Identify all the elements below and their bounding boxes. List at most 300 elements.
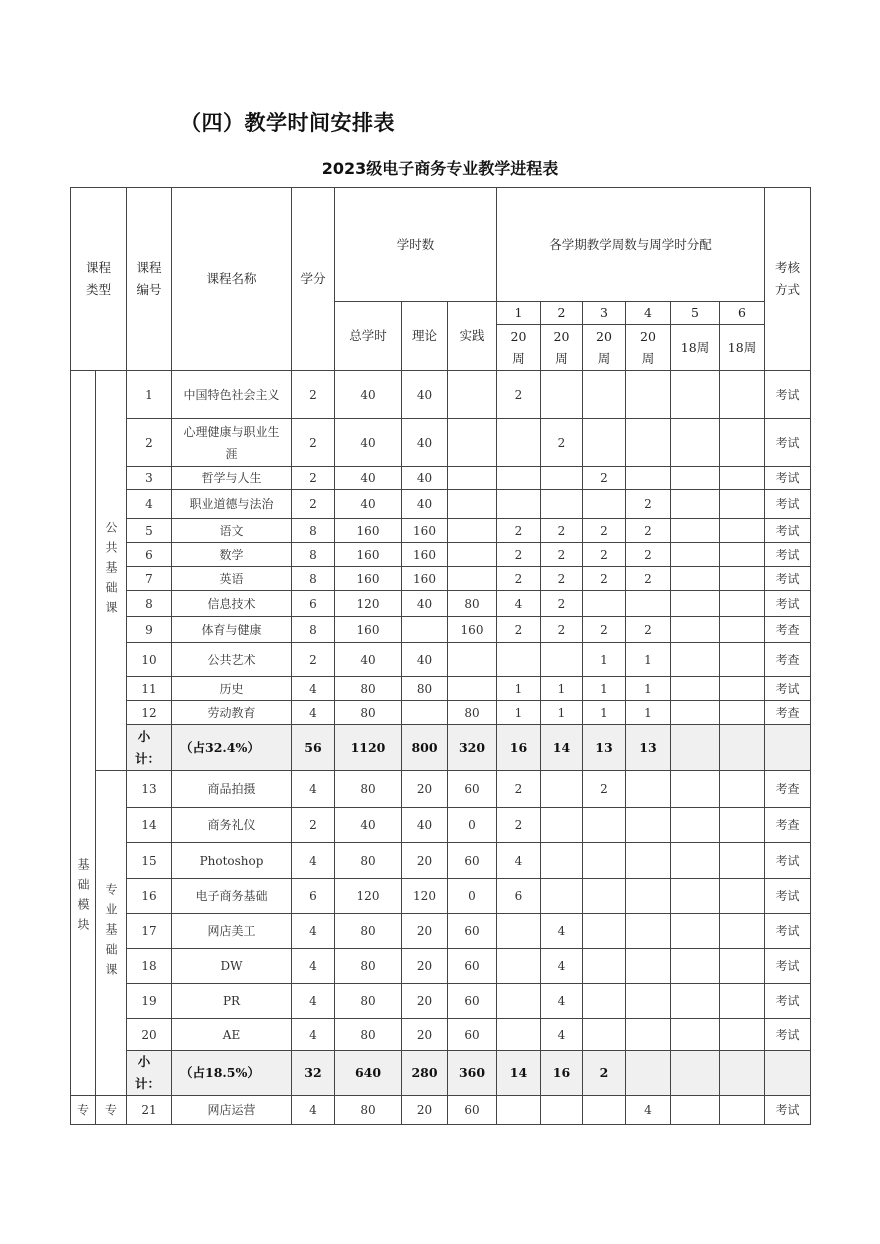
semester-1-weekly-hours: [496, 518, 541, 543]
course-no: [126, 983, 172, 1019]
assessment-method: [764, 700, 811, 725]
semester-1-weekly-hours: [496, 1050, 541, 1096]
semester-4-weekly-hours: [625, 370, 671, 419]
subtotal-share-text: （占18.5%）: [180, 1065, 260, 1080]
course-name: [171, 878, 292, 914]
semester-2-weekly-hours: [540, 590, 583, 617]
assessment-method: [764, 489, 811, 519]
semester-3-weekly-hours: [582, 590, 626, 617]
total-hours-text: 40: [360, 497, 376, 511]
theory-hours: [401, 770, 448, 808]
semester-3-weekly-hours-text: 13: [595, 739, 613, 755]
group-prof-partial: [95, 1095, 127, 1125]
practice-hours: [447, 724, 497, 771]
semester-5-weekly-hours: [670, 566, 720, 591]
theory-hours-text: 40: [416, 596, 433, 611]
theory-hours: [401, 676, 448, 701]
practice-hours: [447, 642, 497, 677]
semester-3-weekly-hours: [582, 542, 626, 567]
semester-3-weekly-hours: [582, 948, 626, 984]
practice-hours: [447, 566, 497, 591]
semester-2-weekly-hours: [540, 700, 583, 725]
group-professional-basic-text: 专业基础课: [104, 883, 118, 983]
assessment-method: [764, 807, 811, 843]
assessment-method: [764, 878, 811, 914]
total-hours-text: 160: [356, 523, 380, 538]
semester-4-weekly-hours-text: 2: [644, 571, 652, 586]
assessment-method-text: 考查: [775, 782, 800, 796]
theory-hours: [401, 418, 448, 467]
course-no: [126, 842, 172, 879]
semester-5-weekly-hours: [670, 370, 720, 419]
theory-hours-text: 40: [416, 387, 433, 402]
header-semester-3-weeks: [582, 324, 626, 371]
header-semester-2-no-text: 2: [557, 305, 566, 320]
course-no-text: 2: [145, 435, 153, 450]
semester-4-weekly-hours-text: 2: [644, 497, 652, 511]
theory-hours: [401, 700, 448, 725]
theory-hours: [401, 913, 448, 949]
header-semester-5-weeks-text: 18周: [680, 339, 710, 355]
semester-4-weekly-hours-text: 1: [644, 652, 652, 667]
practice-hours-text: 60: [464, 853, 480, 868]
semester-1-weekly-hours-text: 2: [514, 547, 523, 562]
credits: [291, 542, 335, 567]
header-semester-group-text: 各学期教学周数与周学时分配: [549, 236, 712, 252]
theory-hours: [401, 1050, 448, 1096]
semester-2-weekly-hours-text: 4: [557, 994, 566, 1008]
total-hours: [334, 616, 402, 643]
course-no-text: 3: [145, 471, 153, 485]
assessment-method-text: 考试: [775, 596, 800, 611]
total-hours-text: 120: [356, 889, 380, 903]
credits-text: 2: [309, 818, 317, 832]
semester-1-weekly-hours: [496, 370, 541, 419]
semester-4-weekly-hours-text: 2: [644, 523, 652, 538]
credits-text: 4: [309, 959, 317, 973]
group-prof-module-partial-text: 专: [76, 1103, 89, 1117]
semester-1-weekly-hours: [496, 489, 541, 519]
semester-4-weekly-hours: [625, 700, 671, 725]
theory-hours-text: 40: [416, 818, 433, 832]
semester-6-weekly-hours: [719, 1050, 765, 1096]
course-name: [171, 807, 292, 843]
total-hours: [334, 676, 402, 701]
header-hours-group: [334, 187, 497, 302]
theory-hours-text: 40: [416, 497, 433, 511]
semester-4-weekly-hours: [625, 878, 671, 914]
course-name-text: 哲学与人生: [201, 471, 262, 485]
theory-hours-text: 280: [411, 1065, 438, 1080]
total-hours-text: 1120: [350, 739, 386, 755]
header-semester-2-weeks: [540, 324, 583, 371]
practice-hours: [447, 518, 497, 543]
practice-hours-text: 160: [460, 622, 484, 637]
semester-2-weekly-hours-text: 2: [557, 435, 566, 450]
assessment-method-text: 考试: [775, 1027, 800, 1042]
total-hours-text: 40: [360, 387, 376, 402]
semester-2-weekly-hours-text: 2: [557, 596, 566, 611]
header-semester-1-weeks-text: 20周: [510, 328, 527, 366]
total-hours-text: 80: [360, 782, 376, 796]
credits-text: 4: [309, 782, 317, 796]
total-hours-text: 80: [360, 994, 376, 1008]
semester-4-weekly-hours: [625, 642, 671, 677]
semester-2-weekly-hours: [540, 1095, 583, 1125]
semester-3-weekly-hours-text: 2: [599, 1065, 609, 1080]
semester-3-weekly-hours: [582, 466, 626, 490]
course-no: [126, 370, 172, 419]
theory-hours-text: 20: [416, 959, 433, 973]
credits: [291, 370, 335, 419]
semester-2-weekly-hours: [540, 566, 583, 591]
header-course-no: [126, 187, 172, 371]
semester-4-weekly-hours: [625, 1018, 671, 1051]
course-no-text: 4: [145, 497, 153, 511]
theory-hours-text: 160: [413, 547, 436, 562]
semester-1-weekly-hours: [496, 913, 541, 949]
semester-5-weekly-hours: [670, 418, 720, 467]
assessment-method-text: 考试: [775, 681, 800, 696]
theory-hours: [401, 590, 448, 617]
semester-6-weekly-hours: [719, 590, 765, 617]
header-semester-6-no: [719, 301, 765, 325]
semester-2-weekly-hours: [540, 1018, 583, 1051]
total-hours: [334, 878, 402, 914]
header-semester-1-weeks: [496, 324, 541, 371]
header-semester-group: [496, 187, 765, 302]
practice-hours: [447, 807, 497, 843]
theory-hours-text: 800: [411, 739, 438, 755]
course-no: [126, 489, 172, 519]
header-semester-2-weeks-text: 20周: [553, 328, 570, 366]
group-prof-partial-text: 专: [104, 1103, 117, 1117]
semester-2-weekly-hours: [540, 642, 583, 677]
credits-text: 32: [304, 1065, 322, 1080]
header-practice-text: 实践: [459, 328, 485, 343]
semester-6-weekly-hours: [719, 642, 765, 677]
semester-4-weekly-hours: [625, 676, 671, 701]
course-no-text: 17: [141, 924, 157, 938]
credits-text: 4: [309, 994, 317, 1008]
semester-5-weekly-hours: [670, 913, 720, 949]
credits-text: 6: [309, 596, 317, 611]
course-no: [126, 1018, 172, 1051]
semester-5-weekly-hours: [670, 807, 720, 843]
semester-6-weekly-hours: [719, 542, 765, 567]
total-hours: [334, 418, 402, 467]
theory-hours: [401, 566, 448, 591]
course-name-text: 劳动教育: [207, 705, 256, 720]
credits: [291, 700, 335, 725]
course-no: [126, 700, 172, 725]
practice-hours: [447, 878, 497, 914]
course-no-text: 19: [141, 994, 157, 1008]
assessment-method: [764, 642, 811, 677]
assessment-method: [764, 418, 811, 467]
semester-5-weekly-hours: [670, 642, 720, 677]
semester-3-weekly-hours-text: 2: [600, 547, 608, 562]
assessment-method: [764, 518, 811, 543]
semester-3-weekly-hours-text: 1: [600, 652, 608, 667]
course-no: [126, 878, 172, 914]
semester-6-weekly-hours: [719, 1095, 765, 1125]
semester-4-weekly-hours-text: 4: [644, 1103, 652, 1117]
header-assessment: [764, 187, 811, 371]
course-no: [126, 642, 172, 677]
semester-6-weekly-hours: [719, 700, 765, 725]
assessment-method: [764, 1050, 811, 1096]
semester-6-weekly-hours: [719, 724, 765, 771]
group-public-basic: [95, 370, 127, 771]
assessment-method: [764, 370, 811, 419]
semester-2-weekly-hours-text: 14: [552, 739, 571, 755]
semester-2-weekly-hours: [540, 878, 583, 914]
practice-hours-text: 60: [464, 994, 480, 1008]
assessment-method: [764, 770, 811, 808]
credits: [291, 489, 335, 519]
header-semester-4-weeks-text: 20周: [640, 328, 656, 366]
course-no-text: 12: [141, 705, 157, 720]
semester-5-weekly-hours: [670, 489, 720, 519]
credits-text: 2: [309, 435, 317, 450]
semester-2-weekly-hours: [540, 370, 583, 419]
semester-2-weekly-hours: [540, 770, 583, 808]
semester-6-weekly-hours: [719, 676, 765, 701]
assessment-method: [764, 842, 811, 879]
course-no-text: 20: [141, 1027, 157, 1042]
credits-text: 56: [304, 739, 322, 755]
credits: [291, 418, 335, 467]
semester-2-weekly-hours: [540, 466, 583, 490]
practice-hours: [447, 676, 497, 701]
total-hours-text: 80: [360, 705, 376, 720]
semester-1-weekly-hours-text: 4: [514, 596, 523, 611]
assessment-method-text: 考试: [775, 889, 800, 903]
practice-hours-text: 60: [464, 1027, 480, 1042]
course-name-text: PR: [222, 994, 241, 1008]
course-name-text: 网店运营: [207, 1103, 256, 1117]
semester-4-weekly-hours: [625, 1095, 671, 1125]
semester-3-weekly-hours: [582, 1050, 626, 1096]
assessment-method: [764, 542, 811, 567]
assessment-method: [764, 616, 811, 643]
credits: [291, 590, 335, 617]
semester-1-weekly-hours: [496, 770, 541, 808]
semester-3-weekly-hours-text: 2: [600, 523, 608, 538]
header-semester-3-no: [582, 301, 626, 325]
practice-hours: [447, 590, 497, 617]
course-no: [126, 770, 172, 808]
course-name: [171, 642, 292, 677]
semester-2-weekly-hours: [540, 616, 583, 643]
assessment-method-text: 考查: [775, 652, 800, 667]
theory-hours: [401, 642, 448, 677]
credits: [291, 518, 335, 543]
semester-4-weekly-hours: [625, 418, 671, 467]
semester-6-weekly-hours: [719, 842, 765, 879]
header-semester-5-weeks: [670, 324, 720, 371]
credits-text: 8: [309, 523, 317, 538]
theory-hours: [401, 616, 448, 643]
semester-2-weekly-hours: [540, 418, 583, 467]
course-name-text: 职业道德与法治: [189, 497, 274, 511]
semester-6-weekly-hours: [719, 616, 765, 643]
credits: [291, 642, 335, 677]
practice-hours: [447, 983, 497, 1019]
semester-2-weekly-hours-text: 4: [557, 924, 566, 938]
assessment-method: [764, 1018, 811, 1051]
semester-3-weekly-hours: [582, 983, 626, 1019]
semester-6-weekly-hours: [719, 518, 765, 543]
assessment-method-text: 考试: [775, 959, 800, 973]
semester-4-weekly-hours: [625, 983, 671, 1019]
semester-1-weekly-hours-text: 2: [514, 782, 523, 796]
semester-3-weekly-hours: [582, 1095, 626, 1125]
semester-6-weekly-hours: [719, 466, 765, 490]
theory-hours: [401, 489, 448, 519]
semester-3-weekly-hours: [582, 842, 626, 879]
semester-2-weekly-hours: [540, 489, 583, 519]
semester-2-weekly-hours: [540, 724, 583, 771]
semester-1-weekly-hours-text: 2: [514, 523, 523, 538]
theory-hours: [401, 807, 448, 843]
header-practice: [447, 301, 497, 371]
semester-1-weekly-hours-text: 16: [509, 739, 528, 755]
group-basic-module-text: 基础模块: [76, 858, 90, 938]
course-no: [126, 518, 172, 543]
semester-3-weekly-hours: [582, 700, 626, 725]
assessment-method: [764, 948, 811, 984]
semester-5-weekly-hours: [670, 518, 720, 543]
course-no: [126, 466, 172, 490]
practice-hours-text: 320: [458, 739, 486, 755]
course-name: [171, 1018, 292, 1051]
semester-6-weekly-hours: [719, 770, 765, 808]
assessment-method-text: 考查: [775, 705, 800, 720]
semester-5-weekly-hours: [670, 676, 720, 701]
total-hours: [334, 370, 402, 419]
course-no-text: 6: [145, 547, 153, 562]
semester-3-weekly-hours-text: 2: [600, 571, 608, 586]
course-no: [126, 616, 172, 643]
total-hours-text: 40: [360, 471, 376, 485]
header-semester-4-no: [625, 301, 671, 325]
assessment-method: [764, 676, 811, 701]
practice-hours: [447, 1095, 497, 1125]
theory-hours-text: 20: [416, 924, 433, 938]
credits-text: 4: [309, 853, 317, 868]
semester-6-weekly-hours: [719, 370, 765, 419]
practice-hours: [447, 542, 497, 567]
semester-4-weekly-hours: [625, 616, 671, 643]
theory-hours-text: 20: [416, 994, 433, 1008]
total-hours: [334, 518, 402, 543]
assessment-method-text: 考试: [775, 471, 800, 485]
semester-6-weekly-hours: [719, 878, 765, 914]
header-total-hours: [334, 301, 402, 371]
assessment-method-text: 考试: [775, 924, 800, 938]
subtotal-label-text: 小计：: [135, 1054, 161, 1091]
credits-text: 4: [309, 705, 317, 720]
course-name: [171, 676, 292, 701]
subtotal-share-text: （占32.4%）: [180, 739, 260, 755]
course-name: [171, 466, 292, 490]
assessment-method: [764, 590, 811, 617]
semester-4-weekly-hours: [625, 948, 671, 984]
semester-2-weekly-hours-text: 4: [557, 959, 566, 973]
semester-5-weekly-hours: [670, 983, 720, 1019]
course-name: [171, 948, 292, 984]
practice-hours-text: 60: [464, 1103, 480, 1117]
semester-3-weekly-hours: [582, 807, 626, 843]
semester-4-weekly-hours: [625, 590, 671, 617]
total-hours: [334, 948, 402, 984]
theory-hours-text: 80: [416, 681, 433, 696]
assessment-method-text: 考试: [775, 571, 800, 586]
theory-hours: [401, 466, 448, 490]
course-no-text: 8: [145, 596, 153, 611]
semester-5-weekly-hours: [670, 842, 720, 879]
semester-2-weekly-hours: [540, 983, 583, 1019]
semester-1-weekly-hours: [496, 983, 541, 1019]
semester-5-weekly-hours: [670, 1018, 720, 1051]
semester-3-weekly-hours: [582, 676, 626, 701]
course-name-text: AE: [222, 1027, 241, 1042]
practice-hours-text: 60: [464, 782, 480, 796]
practice-hours: [447, 489, 497, 519]
course-name-text: DW: [220, 959, 243, 973]
semester-3-weekly-hours: [582, 566, 626, 591]
header-semester-5-no-text: 5: [691, 305, 699, 320]
theory-hours: [401, 878, 448, 914]
course-no-text: 18: [141, 959, 157, 973]
practice-hours: [447, 948, 497, 984]
course-name-text: 数学: [219, 547, 244, 562]
header-assessment-text: 考核方式: [774, 260, 800, 297]
section-heading: （四）教学时间安排表: [180, 111, 395, 135]
total-hours-text: 640: [354, 1065, 382, 1080]
practice-hours: [447, 842, 497, 879]
course-name: [171, 590, 292, 617]
credits: [291, 1095, 335, 1125]
semester-1-weekly-hours: [496, 948, 541, 984]
course-name: [171, 370, 292, 419]
course-no: [126, 948, 172, 984]
theory-hours-text: 160: [413, 571, 436, 586]
course-no: [126, 913, 172, 949]
subtotal-label-text: 小计：: [135, 728, 161, 766]
semester-2-weekly-hours-text: 2: [557, 622, 566, 637]
course-name-text: 公共艺术: [207, 652, 256, 667]
total-hours: [334, 642, 402, 677]
semester-2-weekly-hours: [540, 842, 583, 879]
assessment-method-text: 考试: [775, 994, 800, 1008]
semester-2-weekly-hours-text: 1: [557, 705, 566, 720]
semester-4-weekly-hours-text: 1: [644, 681, 652, 696]
assessment-method-text: 考试: [775, 1103, 800, 1117]
credits-text: 4: [309, 924, 317, 938]
semester-6-weekly-hours: [719, 489, 765, 519]
total-hours-text: 160: [356, 622, 380, 637]
course-no: [126, 676, 172, 701]
header-credits: [291, 187, 335, 371]
semester-4-weekly-hours: [625, 566, 671, 591]
practice-hours-text: 0: [468, 818, 476, 832]
semester-4-weekly-hours-text: 2: [644, 622, 652, 637]
credits: [291, 566, 335, 591]
course-name-text: 体育与健康: [201, 622, 262, 637]
